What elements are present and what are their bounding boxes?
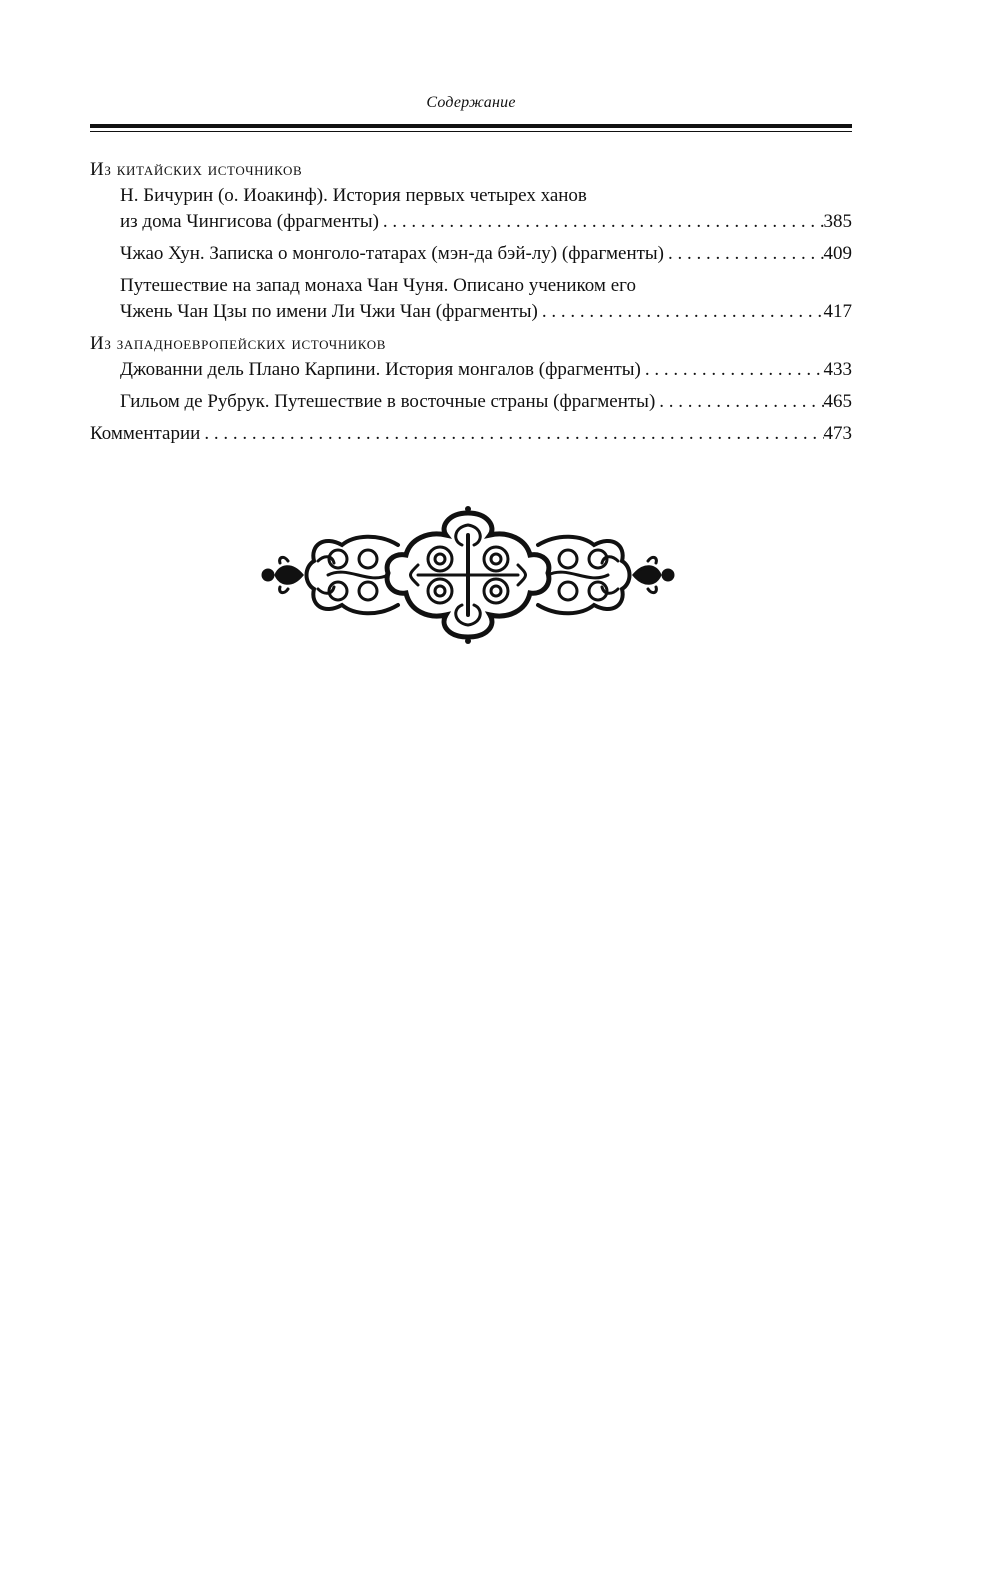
toc-entry-title: из дома Чингисова (фрагменты): [120, 211, 379, 232]
dot-leader: [655, 389, 823, 415]
toc-page-number: 473: [823, 423, 852, 444]
toc-page-number: 409: [823, 243, 852, 264]
toc-entry-title: Джованни дель Плано Карпини. История монгалов (фрагменты): [120, 359, 641, 380]
toc-entry-leader-line: [90, 421, 852, 447]
toc-entry[interactable]: [90, 389, 852, 415]
dot-leader: [641, 357, 824, 383]
dot-leader: [379, 209, 824, 235]
toc-page-number: 385: [823, 211, 852, 232]
toc-page-number: 433: [823, 359, 852, 380]
arabesque-ornament-icon: [258, 505, 678, 645]
header-rule-thin: [90, 131, 852, 132]
toc-entry-leader-line: [120, 299, 852, 325]
running-head: Содержание: [426, 94, 516, 111]
toc-entry[interactable]: [90, 273, 852, 325]
toc-entry-title: Чжень Чан Цзы по имени Ли Чжи Чан (фрагменты): [120, 301, 538, 322]
toc-entry[interactable]: [90, 241, 852, 267]
toc-page-number: 465: [823, 391, 852, 412]
toc-entry-title: Комментарии: [90, 423, 201, 444]
table-of-contents: [90, 157, 852, 447]
toc-entry-leader-line: [120, 357, 852, 383]
dot-leader: [664, 241, 823, 267]
toc-entry-title: Чжао Хун. Записка о монголо-татарах (мэн-да бэй-лу) (фрагменты): [120, 243, 665, 264]
dot-leader: [200, 421, 823, 447]
toc-section-heading: Из китайских источников: [90, 159, 303, 180]
toc-entry-leader-line: [120, 241, 852, 267]
toc-entry[interactable]: [90, 183, 852, 235]
toc-section-heading: Из западноевропейских источников: [90, 333, 387, 354]
dot-leader: [538, 299, 824, 325]
toc-section-entries: [90, 357, 852, 415]
toc-page-number: 417: [823, 301, 852, 322]
header-rule-thick: [90, 124, 852, 128]
toc-entry-line: Путешествие на запад монаха Чан Чуня. Описано учеником его: [120, 275, 636, 296]
toc-section-entries: [90, 183, 852, 325]
toc-entry[interactable]: [90, 357, 852, 383]
toc-entry-commentary[interactable]: [90, 421, 852, 447]
toc-entry-line: Н. Бичурин (о. Иоакинф). История первых четырех ханов: [120, 185, 587, 206]
toc-entry-leader-line: [120, 389, 852, 415]
toc-entry-leader-line: [120, 209, 852, 235]
toc-entry-title: Гильом де Рубрук. Путешествие в восточные страны (фрагменты): [120, 391, 656, 412]
